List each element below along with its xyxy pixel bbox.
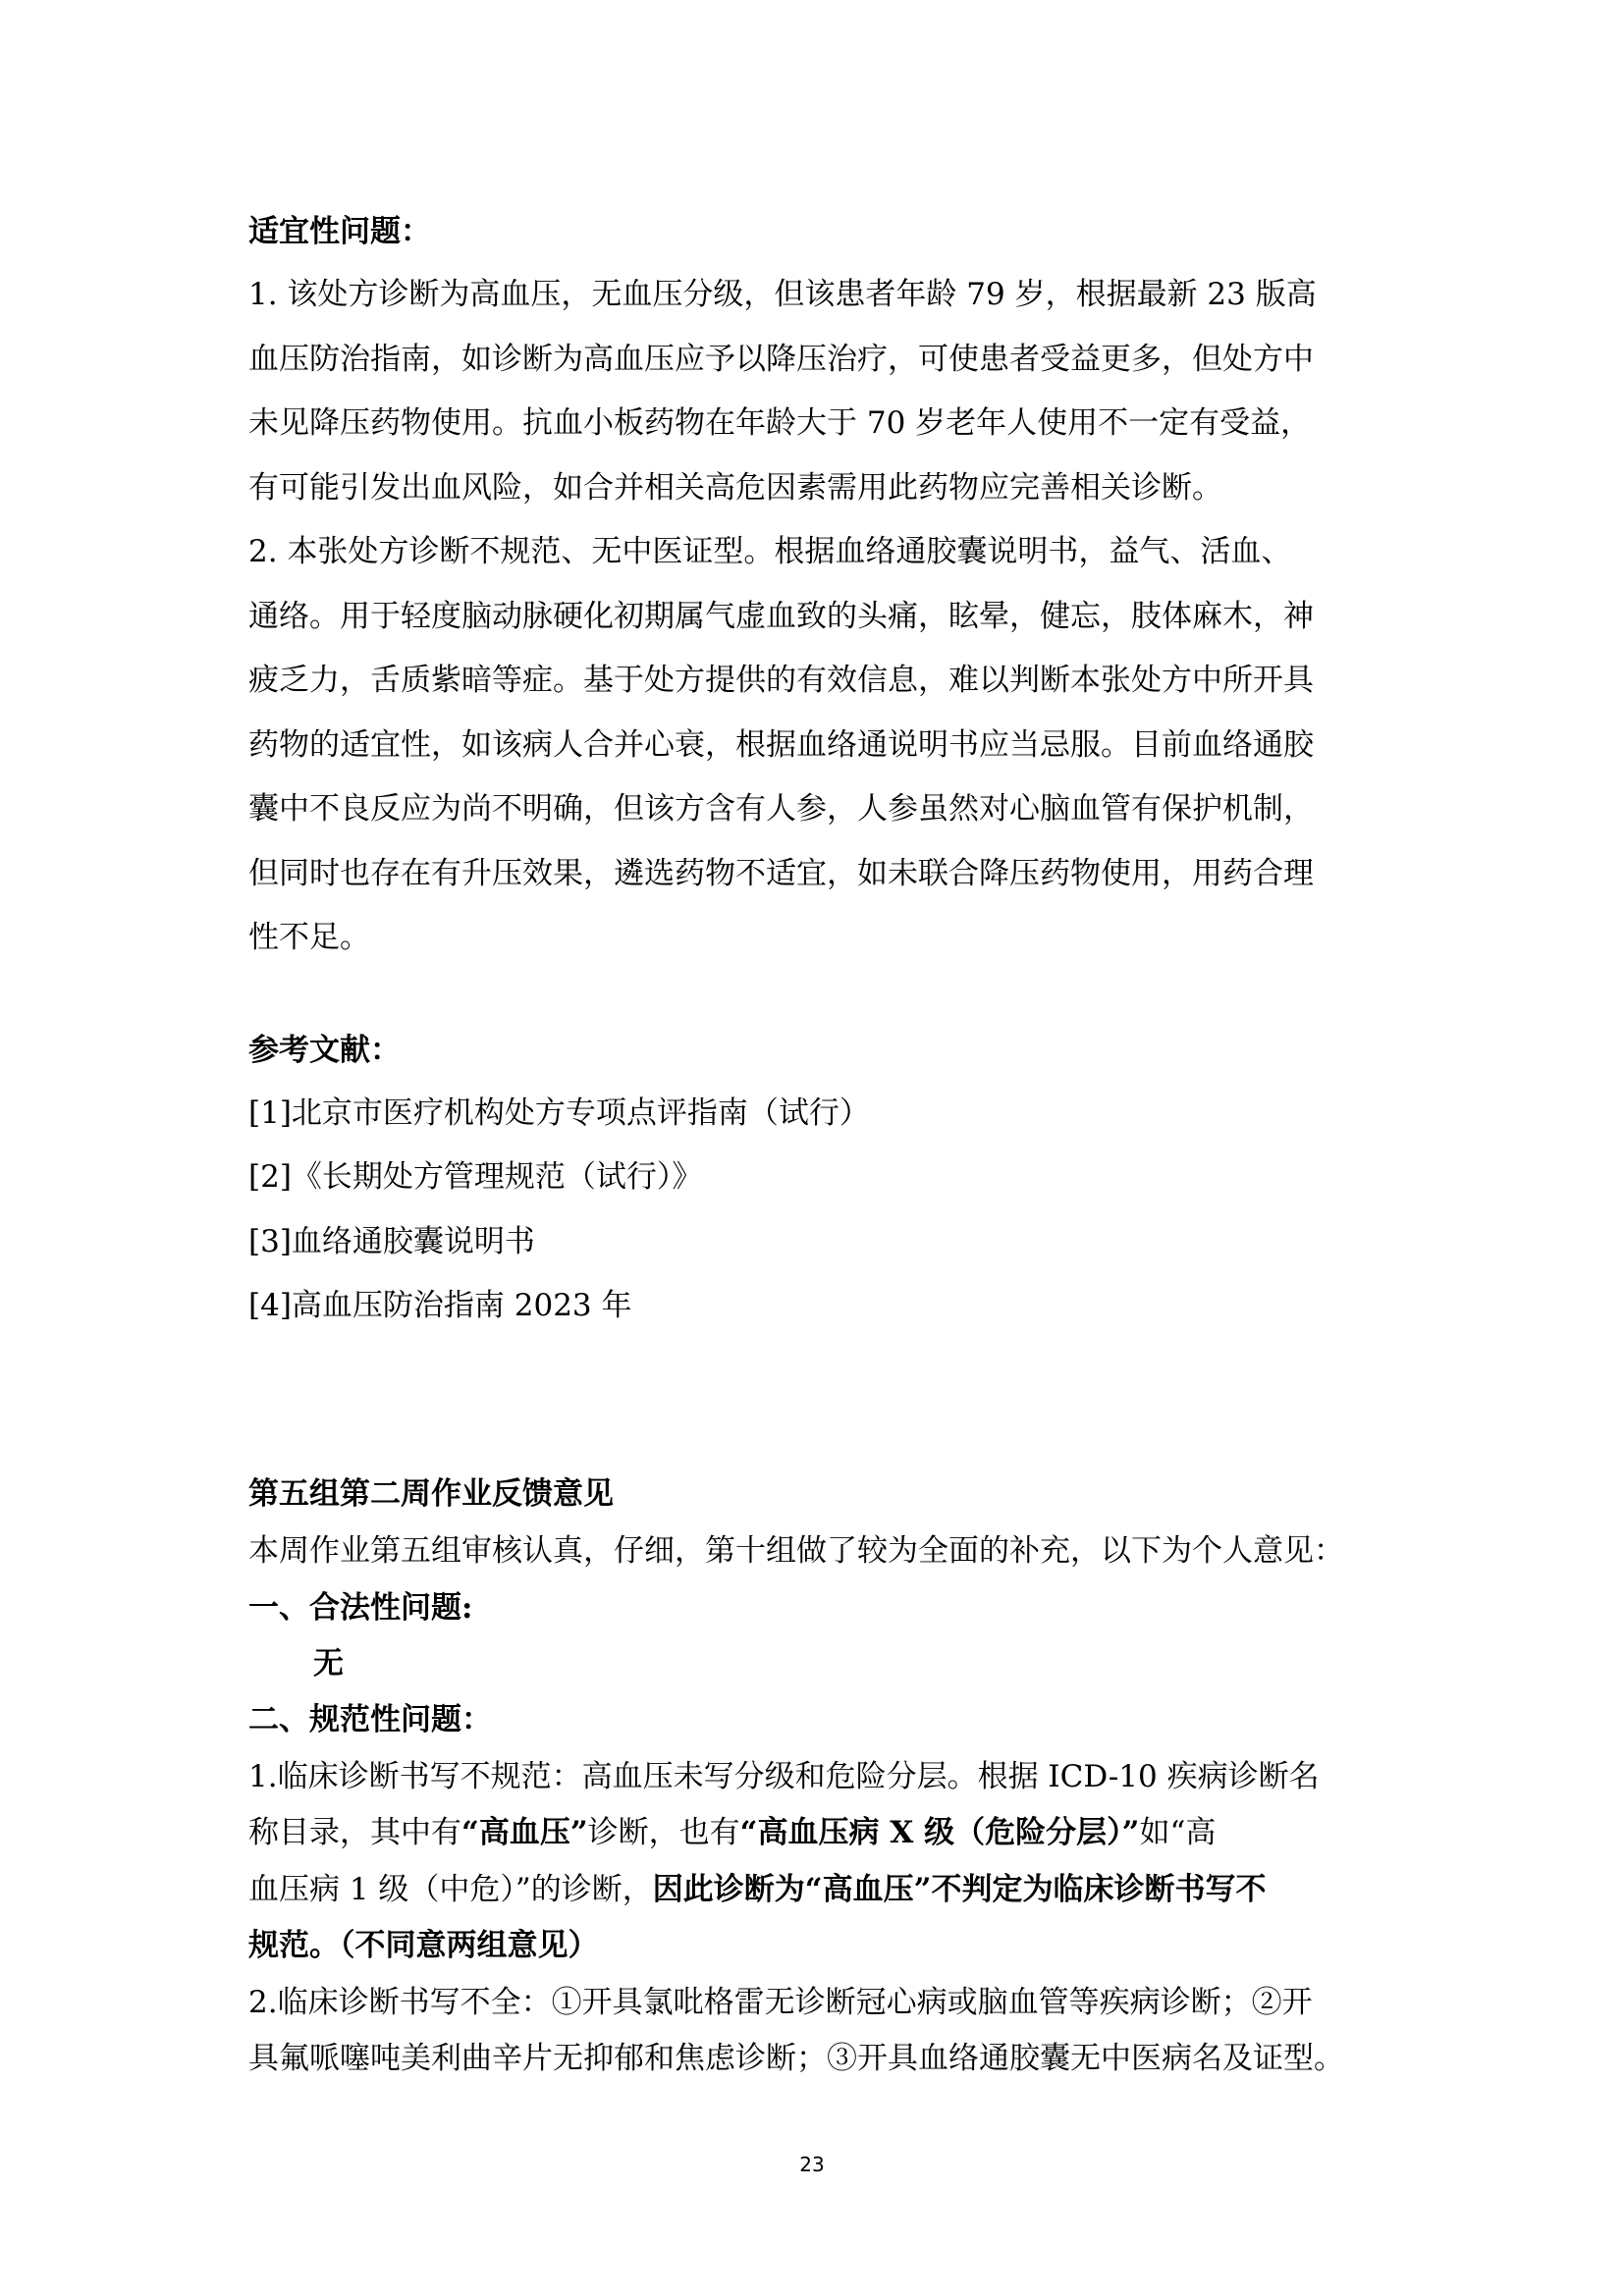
paragraph-line: 有可能引发出血风险，如合并相关高危因素需用此药物应完善相关诊断。 [248,470,1222,506]
references-heading: 参考文献： [248,1033,401,1068]
feedback-heading: 第五组第二周作业反馈意见 [248,1476,614,1512]
reference-item: [3]血络通胶囊说明书 [248,1224,535,1259]
item1-line3-part-b: 因此诊断为“高血压”不判定为临床诊断书写不 [652,1872,1267,1907]
reference-item: [4]高血压防治指南 2023 年 [248,1288,632,1323]
item1-line2 [248,1813,1216,1852]
paragraph-line: 2. 本张处方诊断不规范、无中医证型。根据血络通胶囊说明书，益气、活血、 [248,534,1292,569]
paragraph-line: 通络。用于轻度脑动脉硬化初期属气虚血致的头痛，眩晕，健忘，肢体麻木，神 [248,599,1314,634]
item1-line3-part-a: 血压病 1 级（中危）”的诊断， [248,1872,653,1907]
paragraph-line: 1. 该处方诊断为高血压，无血压分级，但该患者年龄 79 岁，根据最新 23 版高 [248,277,1317,312]
item1-line2-part-e: 如“高 [1139,1815,1217,1850]
suitability-heading: 适宜性问题： [248,214,431,249]
item1-line3 [248,1870,1266,1909]
paragraph-line: 药物的适宜性，如该病人合并心衰，根据血络通说明书应当忌服。目前血络通胶 [248,727,1314,763]
paragraph-line: 疲乏力，舌质紫暗等症。基于处方提供的有效信息，难以判断本张处方中所开具 [248,663,1314,698]
standard-heading: 二、规范性问题： [248,1702,492,1737]
item2-line2: 具氟哌噻吨美利曲辛片无抑郁和焦虑诊断；③开具血络通胶囊无中医病名及证型。 [248,2041,1344,2076]
item1-line2-part-d: “高血压病 X 级（危险分层）” [739,1815,1140,1850]
paragraph-line: 但同时也存在有升压效果，遴选药物不适宜，如未联合降压药物使用，用药合理 [248,856,1314,891]
page-number: 23 [799,2153,825,2176]
reference-item: [1]北京市医疗机构处方专项点评指南（试行） [248,1095,870,1131]
item1-line2-part-b: “高血压” [461,1815,588,1850]
reference-item: [2]《长期处方管理规范（试行）》 [248,1159,703,1195]
legality-content: 无 [313,1646,344,1682]
item1-line2-part-a: 称目录，其中有 [248,1815,461,1850]
paragraph-line: 性不足。 [248,920,370,955]
item1-line4: 规范。（不同意两组意见） [248,1928,599,1963]
feedback-intro: 本周作业第五组审核认真，仔细，第十组做了较为全面的补充，以下为个人意见： [248,1533,1344,1569]
paragraph-line: 未见降压药物使用。抗血小板药物在年龄大于 70 岁老年人使用不一定有受益， [248,405,1312,441]
legality-heading: 一、合法性问题: [248,1590,473,1626]
item1-line2-part-c: 诊断，也有 [587,1815,740,1850]
paragraph-line: 囊中不良反应为尚不明确，但该方含有人参，人参虽然对心脑血管有保护机制， [248,791,1314,827]
paragraph-line: 血压防治指南，如诊断为高血压应予以降压治疗，可使患者受益更多，但处方中 [248,342,1314,377]
item1-line1: 1.临床诊断书写不规范：高血压未写分级和危险分层。根据 ICD-10 疾病诊断名 [248,1759,1320,1794]
item2-line1: 2.临床诊断书写不全：①开具氯吡格雷无诊断冠心病或脑血管等疾病诊断；②开 [248,1985,1313,2020]
